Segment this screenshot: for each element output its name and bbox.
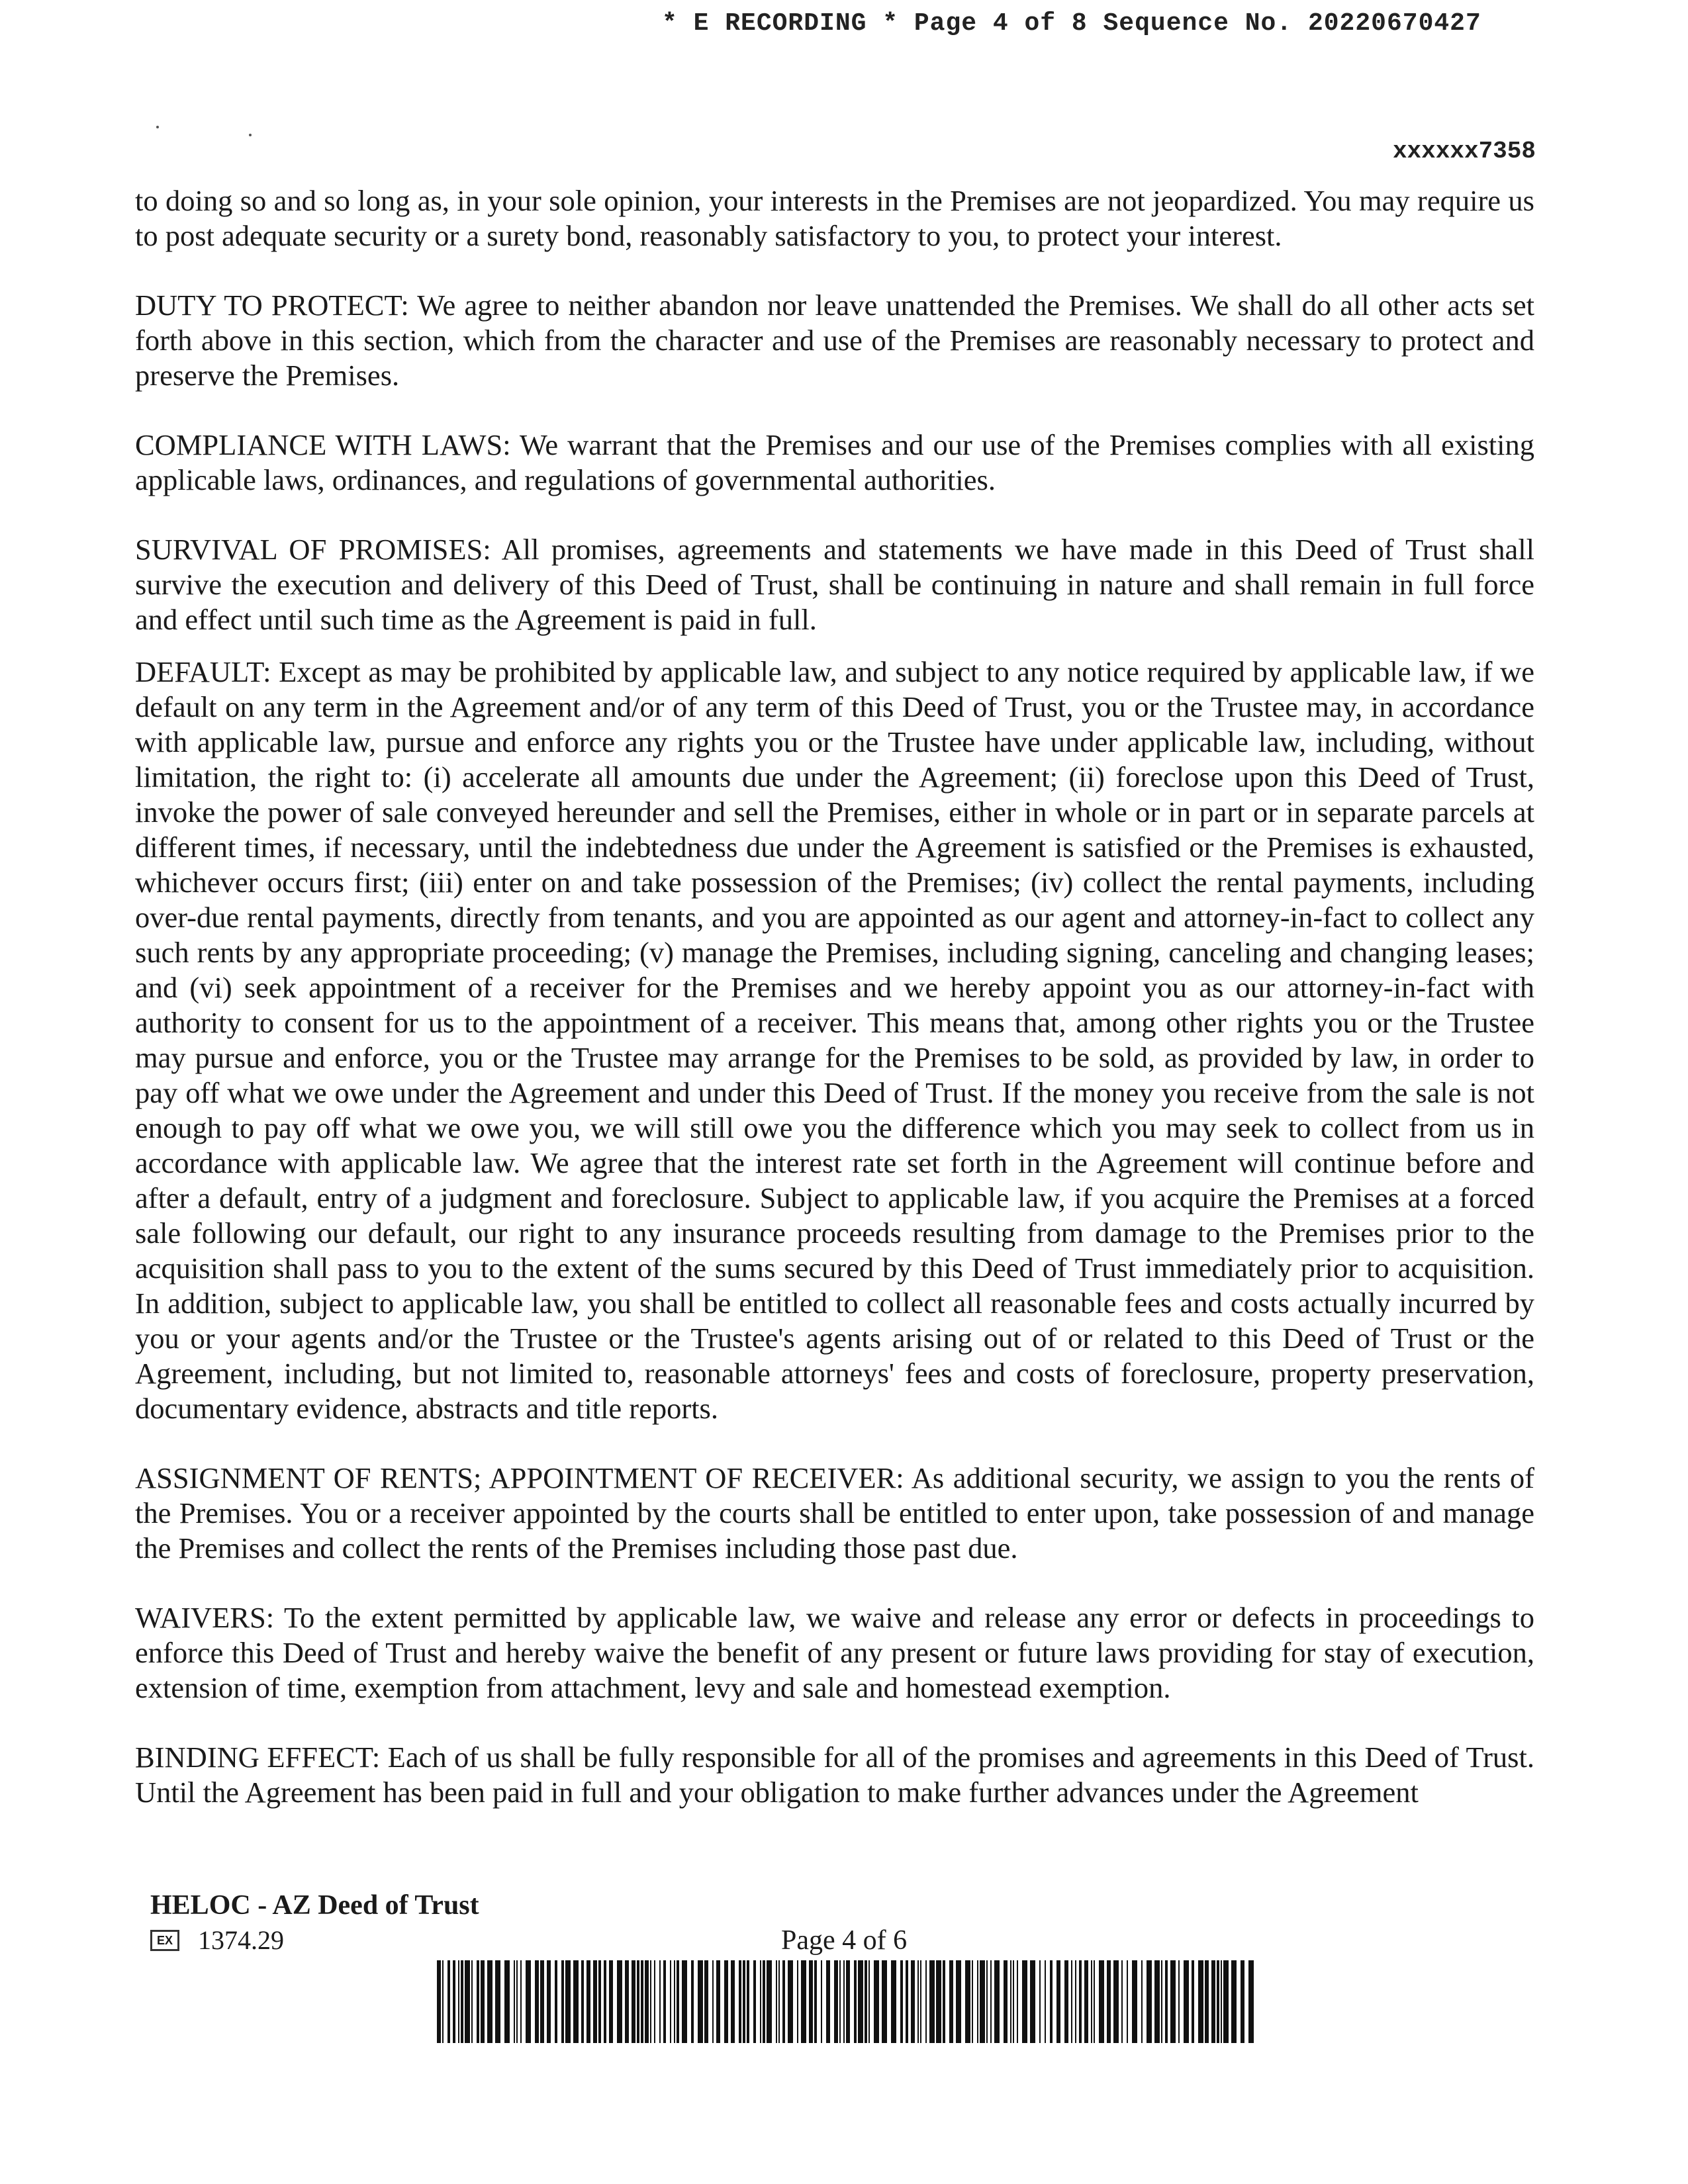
barcode-bar <box>598 1960 601 2043</box>
barcode-bar <box>547 1960 551 2043</box>
barcode-bar <box>637 1960 639 2043</box>
barcode-bar <box>797 1960 798 2043</box>
barcode-bar <box>654 1960 655 2043</box>
barcode-bar <box>760 1960 761 2043</box>
barcode-bar <box>1241 1960 1244 2043</box>
loan-number: xxxxxx7358 <box>1392 138 1536 165</box>
barcode-bar <box>617 1960 622 2043</box>
barcode-bar <box>1113 1960 1119 2043</box>
paragraph-binding-effect: BINDING EFFECT: Each of us shall be fully responsible for all of the promises and agreements in this Deed of Trust. Until the Agreement has been paid in full and your obligation to make further advances under the Agreement <box>135 1741 1534 1809</box>
barcode-bar <box>891 1960 896 2043</box>
barcode-bar <box>1132 1960 1137 2043</box>
barcode-bar <box>1141 1960 1143 2043</box>
barcode-bar <box>763 1960 765 2043</box>
barcode-bar <box>632 1960 635 2043</box>
barcode-bar <box>1017 1960 1018 2043</box>
barcode-bar <box>767 1960 772 2043</box>
barcode-bar <box>437 1960 441 2043</box>
barcode-bar <box>1154 1960 1160 2043</box>
barcode-bar <box>814 1960 817 2043</box>
barcode-bar <box>809 1960 813 2043</box>
barcode-bar <box>965 1960 970 2043</box>
barcode-bar <box>874 1960 879 2043</box>
barcode-bar <box>949 1960 953 2043</box>
barcode-bar <box>477 1960 479 2043</box>
barcode-bar <box>776 1960 777 2043</box>
barcode-bar <box>972 1960 973 2043</box>
barcode-bar <box>778 1960 780 2043</box>
barcode-bar <box>1099 1960 1104 2043</box>
barcode-bar <box>1030 1960 1035 2043</box>
barcode-bar <box>698 1960 703 2043</box>
barcode-bar <box>920 1960 921 2043</box>
barcode-bar <box>461 1960 463 2043</box>
barcode-bar <box>1071 1960 1072 2043</box>
barcode-bar <box>858 1960 863 2043</box>
barcode-bar <box>1205 1960 1209 2043</box>
barcode-bar <box>1127 1960 1128 2043</box>
barcode-bar <box>1161 1960 1162 2043</box>
barcode-bar <box>645 1960 649 2043</box>
form-number: 1374.29 <box>198 1925 284 1955</box>
scan-speck <box>249 134 252 136</box>
barcode-bar <box>747 1960 749 2043</box>
barcode-bar <box>682 1960 687 2043</box>
barcode-bar <box>724 1960 728 2043</box>
barcode-bar <box>453 1960 455 2043</box>
barcode-bar <box>1050 1960 1053 2043</box>
barcode-bar <box>593 1960 597 2043</box>
barcode-bar <box>458 1960 459 2043</box>
barcode-bar <box>1121 1960 1123 2043</box>
barcode-bar <box>1045 1960 1046 2043</box>
barcode-bar <box>481 1960 485 2043</box>
barcode-bar <box>1107 1960 1111 2043</box>
barcode-bar <box>573 1960 579 2043</box>
barcode-bar <box>977 1960 978 2043</box>
paragraph-waivers: WAIVERS: To the extent permitted by applicable law, we waive and release any error or defects in proceedings to enforce this Deed of Trust and hereby waive the benefit of any present or future laws providing for stay of execution, extension of time, exemption from attachment, levy and sale and homestead exemption. <box>135 1601 1534 1704</box>
barcode-bar <box>906 1960 908 2043</box>
barcode-bar <box>900 1960 903 2043</box>
barcode-bar <box>990 1960 992 2043</box>
barcode-bar <box>650 1960 651 2043</box>
barcode-bar <box>1013 1960 1014 2043</box>
barcode-bar <box>839 1960 841 2043</box>
barcode-bar <box>739 1960 741 2043</box>
barcode-bar <box>712 1960 714 2043</box>
barcode-bar <box>663 1960 666 2043</box>
barcode-bar <box>625 1960 629 2043</box>
paragraph-continuation: to doing so and so long as, in your sole opinion, your interests in the Premises are not jeopardized. You may require us to post adequate security or a surety bond, reasonably satisfactory to you, to protect your interest. <box>135 184 1534 252</box>
form-code <box>150 1925 284 1956</box>
barcode-bar <box>753 1960 756 2043</box>
barcode-bar <box>691 1960 694 2043</box>
barcode-bar <box>986 1960 988 2043</box>
barcode-bar <box>1064 1960 1068 2043</box>
barcode-bar <box>504 1960 510 2043</box>
barcode-bar <box>677 1960 679 2043</box>
barcode-bar <box>1170 1960 1176 2043</box>
scan-speck <box>156 126 159 128</box>
ex-form-icon: EX <box>150 1930 179 1951</box>
barcode-bar <box>882 1960 887 2043</box>
barcode-bar <box>846 1960 850 2043</box>
barcode-bar <box>442 1960 444 2043</box>
barcode-bar <box>1192 1960 1194 2043</box>
barcode-bar <box>526 1960 531 2043</box>
barcode-bar <box>1248 1960 1254 2043</box>
form-title: HELOC - AZ Deed of Trust <box>150 1890 479 1921</box>
barcode-bar <box>609 1960 613 2043</box>
barcode-bar <box>731 1960 735 2043</box>
barcode-bar <box>1223 1960 1229 2043</box>
barcode-bar <box>917 1960 919 2043</box>
barcode-bar <box>1178 1960 1180 2043</box>
barcode-bar <box>604 1960 606 2043</box>
paragraph-default: DEFAULT: Except as may be prohibited by applicable law, and subject to any notice required by applicable law, if we default on any term in the Agreement and/or of any term of this Deed of Trust, you or the Trustee may, in accordance with applicable law, pursue and enforce any rights you or the Trustee have under applicable law, including, without limitation, the right to: (i) accelerate all amounts due under the Agreement; (ii) foreclose upon this Deed of Trust, invoke the power of sale conveyed hereunder and sell the Premises, either in whole or in part or in separate parcels at different times, if necessary, until the indebtedness due under the Agreement is satisfied or the Premises is exhausted, whichever occurs first; (iii) enter on and take possession of the Premises; (iv) collect the rental payments, including over-due rental payments, directly from tenants, and you are appointed as our agent and attorney-in-fact to collect any such rents by any appropriate proceeding; (v) manage the Premises, including signing, canceling and changing leases; and (vi) seek appointment of a receiver for the Premises and we hereby appoint you as our attorney-in-fact with authority to consent for us to the appointment of a receiver. This means that, among other rights you or the Trustee may pursue and enforce, you or the Trustee may arrange for the Premises to be sold, as provided by law, in order to pay off what we owe under the Agreement and under this Deed of Trust. If the money you receive from the sale is not enough to pay off what we owe you, we will still owe you the difference which you may seek to collect from us in accordance with applicable law. We agree that the interest rate set forth in the Agreement will continue before and after a default, entry of a judgment and foreclosure. Subject to applicable law, if you acquire the Premises at a forced sale following our default, our right to any insurance proceeds resulting from damage to the Premises prior to the acquisition shall pass to you to the extent of the sums secured by this Deed of Trust immediately prior to acquisition. In addition, subject to applicable law, you shall be entitled to collect all reasonable fees and costs actually incurred by you or your agents and/or the Trustee or the Trustee's agents arising out of or related to this Deed of Trust or the Agreement, including, but not limited to, reasonable attorneys' fees and costs of foreclosure, property preservation, documentary evidence, abstracts and title reports. <box>135 655 1534 1425</box>
scan-specks <box>156 126 262 146</box>
barcode-bar <box>555 1960 557 2043</box>
barcode-bar <box>716 1960 720 2043</box>
barcode-bar <box>514 1960 515 2043</box>
page-number: Page 4 of 6 <box>781 1925 908 1956</box>
barcode-bar <box>1010 1960 1011 2043</box>
barcode-bar <box>1211 1960 1215 2043</box>
barcode-bar <box>586 1960 590 2043</box>
barcode-bar <box>1004 1960 1008 2043</box>
barcode-bar <box>487 1960 492 2043</box>
barcode-bar <box>1056 1960 1060 2043</box>
barcode-bar <box>1198 1960 1203 2043</box>
barcode-bar <box>826 1960 830 2043</box>
barcode-bar <box>994 1960 1000 2043</box>
barcode-bar <box>956 1960 961 2043</box>
barcode-bar <box>1231 1960 1237 2043</box>
document-body <box>135 183 1534 1810</box>
barcode-bar <box>659 1960 661 2043</box>
barcode-bar <box>641 1960 643 2043</box>
barcode-bar <box>1221 1960 1222 2043</box>
recording-stamp: * E RECORDING * Page 4 of 8 Sequence No. 20220670427 <box>662 9 1481 38</box>
barcode-bar <box>465 1960 470 2043</box>
barcode-bar <box>801 1960 806 2043</box>
barcode-bar <box>868 1960 870 2043</box>
barcode-bar <box>535 1960 539 2043</box>
barcode-bar <box>1184 1960 1189 2043</box>
barcode-bar <box>854 1960 857 2043</box>
barcode-bar <box>674 1960 675 2043</box>
barcode-bar <box>1091 1960 1092 2043</box>
barcode-bar <box>980 1960 985 2043</box>
barcode-bar <box>447 1960 450 2043</box>
barcode-bar <box>565 1960 571 2043</box>
barcode-bar <box>561 1960 564 2043</box>
barcode-bar <box>540 1960 544 2043</box>
barcode-bar <box>495 1960 500 2043</box>
barcode-bar <box>1075 1960 1076 2043</box>
barcode-bar <box>1147 1960 1152 2043</box>
barcode-bar <box>743 1960 745 2043</box>
barcode-bar <box>788 1960 793 2043</box>
barcode-bar <box>471 1960 473 2043</box>
barcode-bar <box>704 1960 708 2043</box>
barcode-bar <box>581 1960 584 2043</box>
barcode-bar <box>782 1960 785 2043</box>
barcode-bar <box>943 1960 945 2043</box>
barcode-bar <box>821 1960 822 2043</box>
barcode-bar <box>1039 1960 1041 2043</box>
barcode-bar <box>1022 1960 1027 2043</box>
paragraph-survival-of-promises: SURVIVAL OF PROMISES: All promises, agreements and statements we have made in this Deed of Trust shall survive the execution and delivery of this Deed of Trust, shall be continuing in nature and shall remain in full force and effect until such time as the Agreement is paid in full. <box>135 533 1534 636</box>
barcode-bar <box>1079 1960 1082 2043</box>
barcode-bar <box>1084 1960 1088 2043</box>
barcode-icon <box>437 1960 1254 2043</box>
barcode-bar <box>925 1960 927 2043</box>
barcode-bar <box>834 1960 838 2043</box>
barcode-bar <box>865 1960 867 2043</box>
barcode-bar <box>670 1960 671 2043</box>
barcode-bar <box>1094 1960 1095 2043</box>
paragraph-duty-to-protect: DUTY TO PROTECT: We agree to neither abandon nor leave unattended the Premises. We shall do all other acts set forth above in this section, which from the character and use of the Premises are reasonably necessary to protect and preserve the Premises. <box>135 289 1534 392</box>
paragraph-compliance-with-laws: COMPLIANCE WITH LAWS: We warrant that the Premises and our use of the Premises complies with all existing applicable laws, ordinances, and regulations of governmental authorities. <box>135 428 1534 496</box>
barcode-bar <box>1165 1960 1168 2043</box>
barcode-bar <box>516 1960 518 2043</box>
barcode-bar <box>936 1960 941 2043</box>
barcode-bar <box>1217 1960 1219 2043</box>
barcode-bar <box>843 1960 845 2043</box>
barcode-bar <box>520 1960 522 2043</box>
barcode-bar <box>929 1960 935 2043</box>
barcode-bar <box>911 1960 915 2043</box>
paragraph-assignment-of-rents: ASSIGNMENT OF RENTS; APPOINTMENT OF RECEIVER: As additional security, we assign to you the rents of the Premises. You or a receiver appointed by the courts shall be entitled to enter upon, take possession of and manage the Premises and collect the rents of the Premises including those past due. <box>135 1461 1534 1565</box>
